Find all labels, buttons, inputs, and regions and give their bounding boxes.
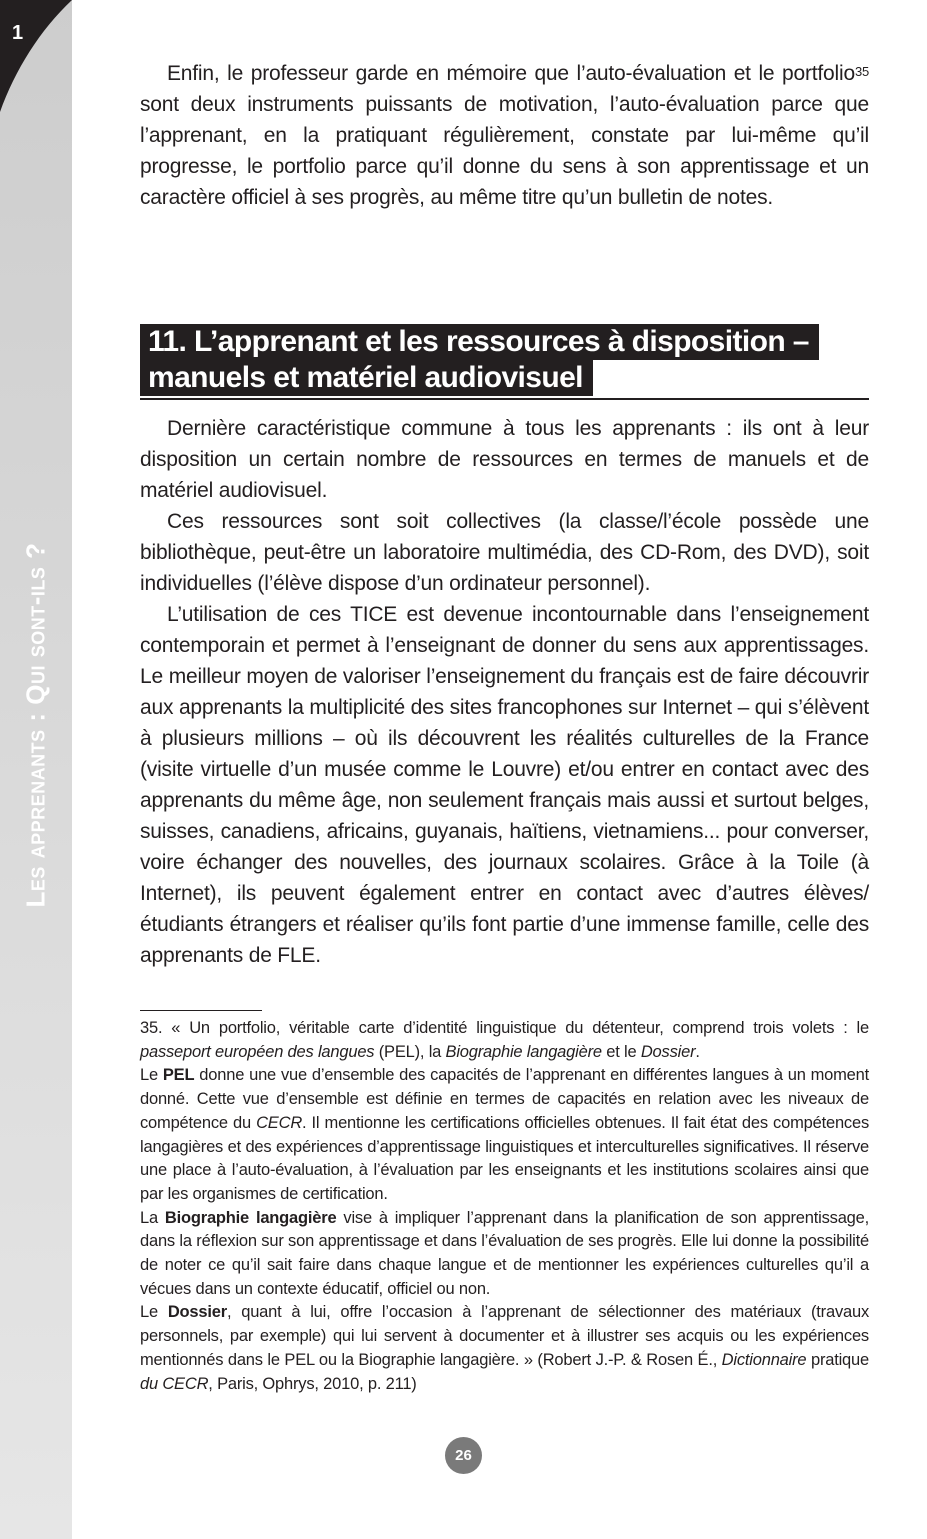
text: Dictionnaire [721,1350,807,1369]
text: Biographie langagière [164,1208,337,1227]
section-heading [140,324,869,400]
text: Biographie langagière [445,1042,602,1061]
heading-line-1: 11. L’apprenant et les ressources à disposition – [140,324,819,360]
text: vise à impliquer l’apprenant dans la planification de son apprentissage, dans la réflexion sur son apprentissage et dans l’évaluation de ses progrès. Elle lui donne la possibilité de noter ce qu’il sait faire dans chaque langue et de mentionner les expériences culturelles qu’il a vécues dans un contexte éducatif, officiel ou non. [140,1208,870,1298]
text: Enfin, le professeur garde en mémoire que l’auto-évaluation et le portfolio [167,62,855,85]
text: donne une vue d’ensemble des capacités de l’apprenant en différentes langues à un moment donné. Cette vue d’ensemble est définie en termes de capacités en relation avec les niveaux de compétence du [140,1066,869,1132]
section-body [140,413,869,971]
text: Dossier [167,1303,227,1322]
paragraph: Ces ressources sont soit collectives (la classe/l’école possède une bibliothèque, peut-être un laboratoire multimédia, des CD-Rom, des DVD), soit individuelles (l’élève dispose d’un ordinateur personnel). [140,510,869,595]
footnote-separator [140,1010,262,1011]
footnote-ref: 35 [854,64,869,79]
footnote-35 [140,1017,869,1396]
text: sont deux instruments puissants de motivation, l’auto-évaluation parce que l’apprenant, en la pratiquant régulièrement, constate par lui-même qu’il progresse, le portfolio parce qu’il donne du sens à son apprentissage et un caractère officiel à ses progrès, au même titre qu’un bulletin de notes. [140,93,869,209]
chapter-number: 1 [12,22,24,44]
paragraph [140,56,869,213]
text: Le [140,1303,168,1322]
text: . Il mentionne les certifications officielles obtenues. Il fait état des compétences langagières et des expériences d’apprentissage linguistiques et interculturelles significatives. Il réserve une place à l’auto-évaluation, à l’évaluation par les enseignants et les institutions scolaires ainsi que par les organismes de certification. [140,1113,869,1203]
footnote-paragraph [140,1207,869,1302]
text: 35. « Un portfolio, véritable carte d’identité linguistique du détenteur, comprend trois volets : le [140,1019,869,1037]
chapter-corner-tab [0,0,72,112]
footnote-paragraph [140,1017,869,1064]
heading-line-2: manuels et matériel audiovisuel [140,360,593,396]
text: et le [601,1042,641,1061]
heading-rule [140,398,869,400]
chapter-title-vertical: Les apprenants : Qui sont-ils ? [20,542,51,908]
paragraph: Dernière caractéristique commune à tous les apprenants : ils ont à leur disposition un certain nombre de ressources en termes de manuels et de matériel audiovisuel. [140,417,869,502]
text: PEL [162,1066,195,1085]
text: La [140,1208,165,1227]
text: (PEL), la [374,1042,446,1061]
text: passeport européen des langues [140,1042,375,1061]
intro-text [140,56,869,213]
paragraph: L’utilisation de ces TICE est devenue incontournable dans l’enseignement contemporain et permet à l’enseignant de donner du sens aux apprentissages. Le meilleur moyen de valoriser l’enseignement du français est de faire découvrir aux apprenants la multiplicité des sites francophones sur Internet – qui s’élèvent à plusieurs millions – où ils découvrent les réalités culturelles de la France (visite virtuelle d’un musée comme le Louvre) et/ou entrer en contact avec des apprenants du même âge, non seulement français mais aussi et surtout belges, suisses, canadiens, africains, guyanais, haïtiens, vietnamiens... pour converser, voire échanger des nouvelles, des journaux scolaires. Grâce à la Toile (à Internet), ils peuvent également entrer en contact avec d’autres élèves/étudiants étrangers et réaliser qu’ils font partie d’une immense famille, celle des apprenants de FLE. [140,603,869,967]
text: , quant à lui, offre l’occasion à l’apprenant de sélectionner des matériaux (travaux personnels, par exemple) qui lui servent à documenter et à illustrer ses acquis ou les expériences mentionnés dans le PEL ou la Biographie langagière. » (Robert J.-P. & Rosen É., [140,1303,870,1369]
text: Le [140,1066,163,1085]
text: pratique [806,1350,869,1369]
text: du CECR [140,1374,209,1393]
text: . [695,1042,700,1061]
footnote-paragraph [140,1064,869,1206]
text: , Paris, Ophrys, 2010, p. 211) [208,1374,417,1393]
text: CECR [256,1113,303,1132]
text: Dossier [640,1042,696,1061]
footnote-paragraph [140,1301,869,1396]
page-number: 26 [445,1437,482,1474]
